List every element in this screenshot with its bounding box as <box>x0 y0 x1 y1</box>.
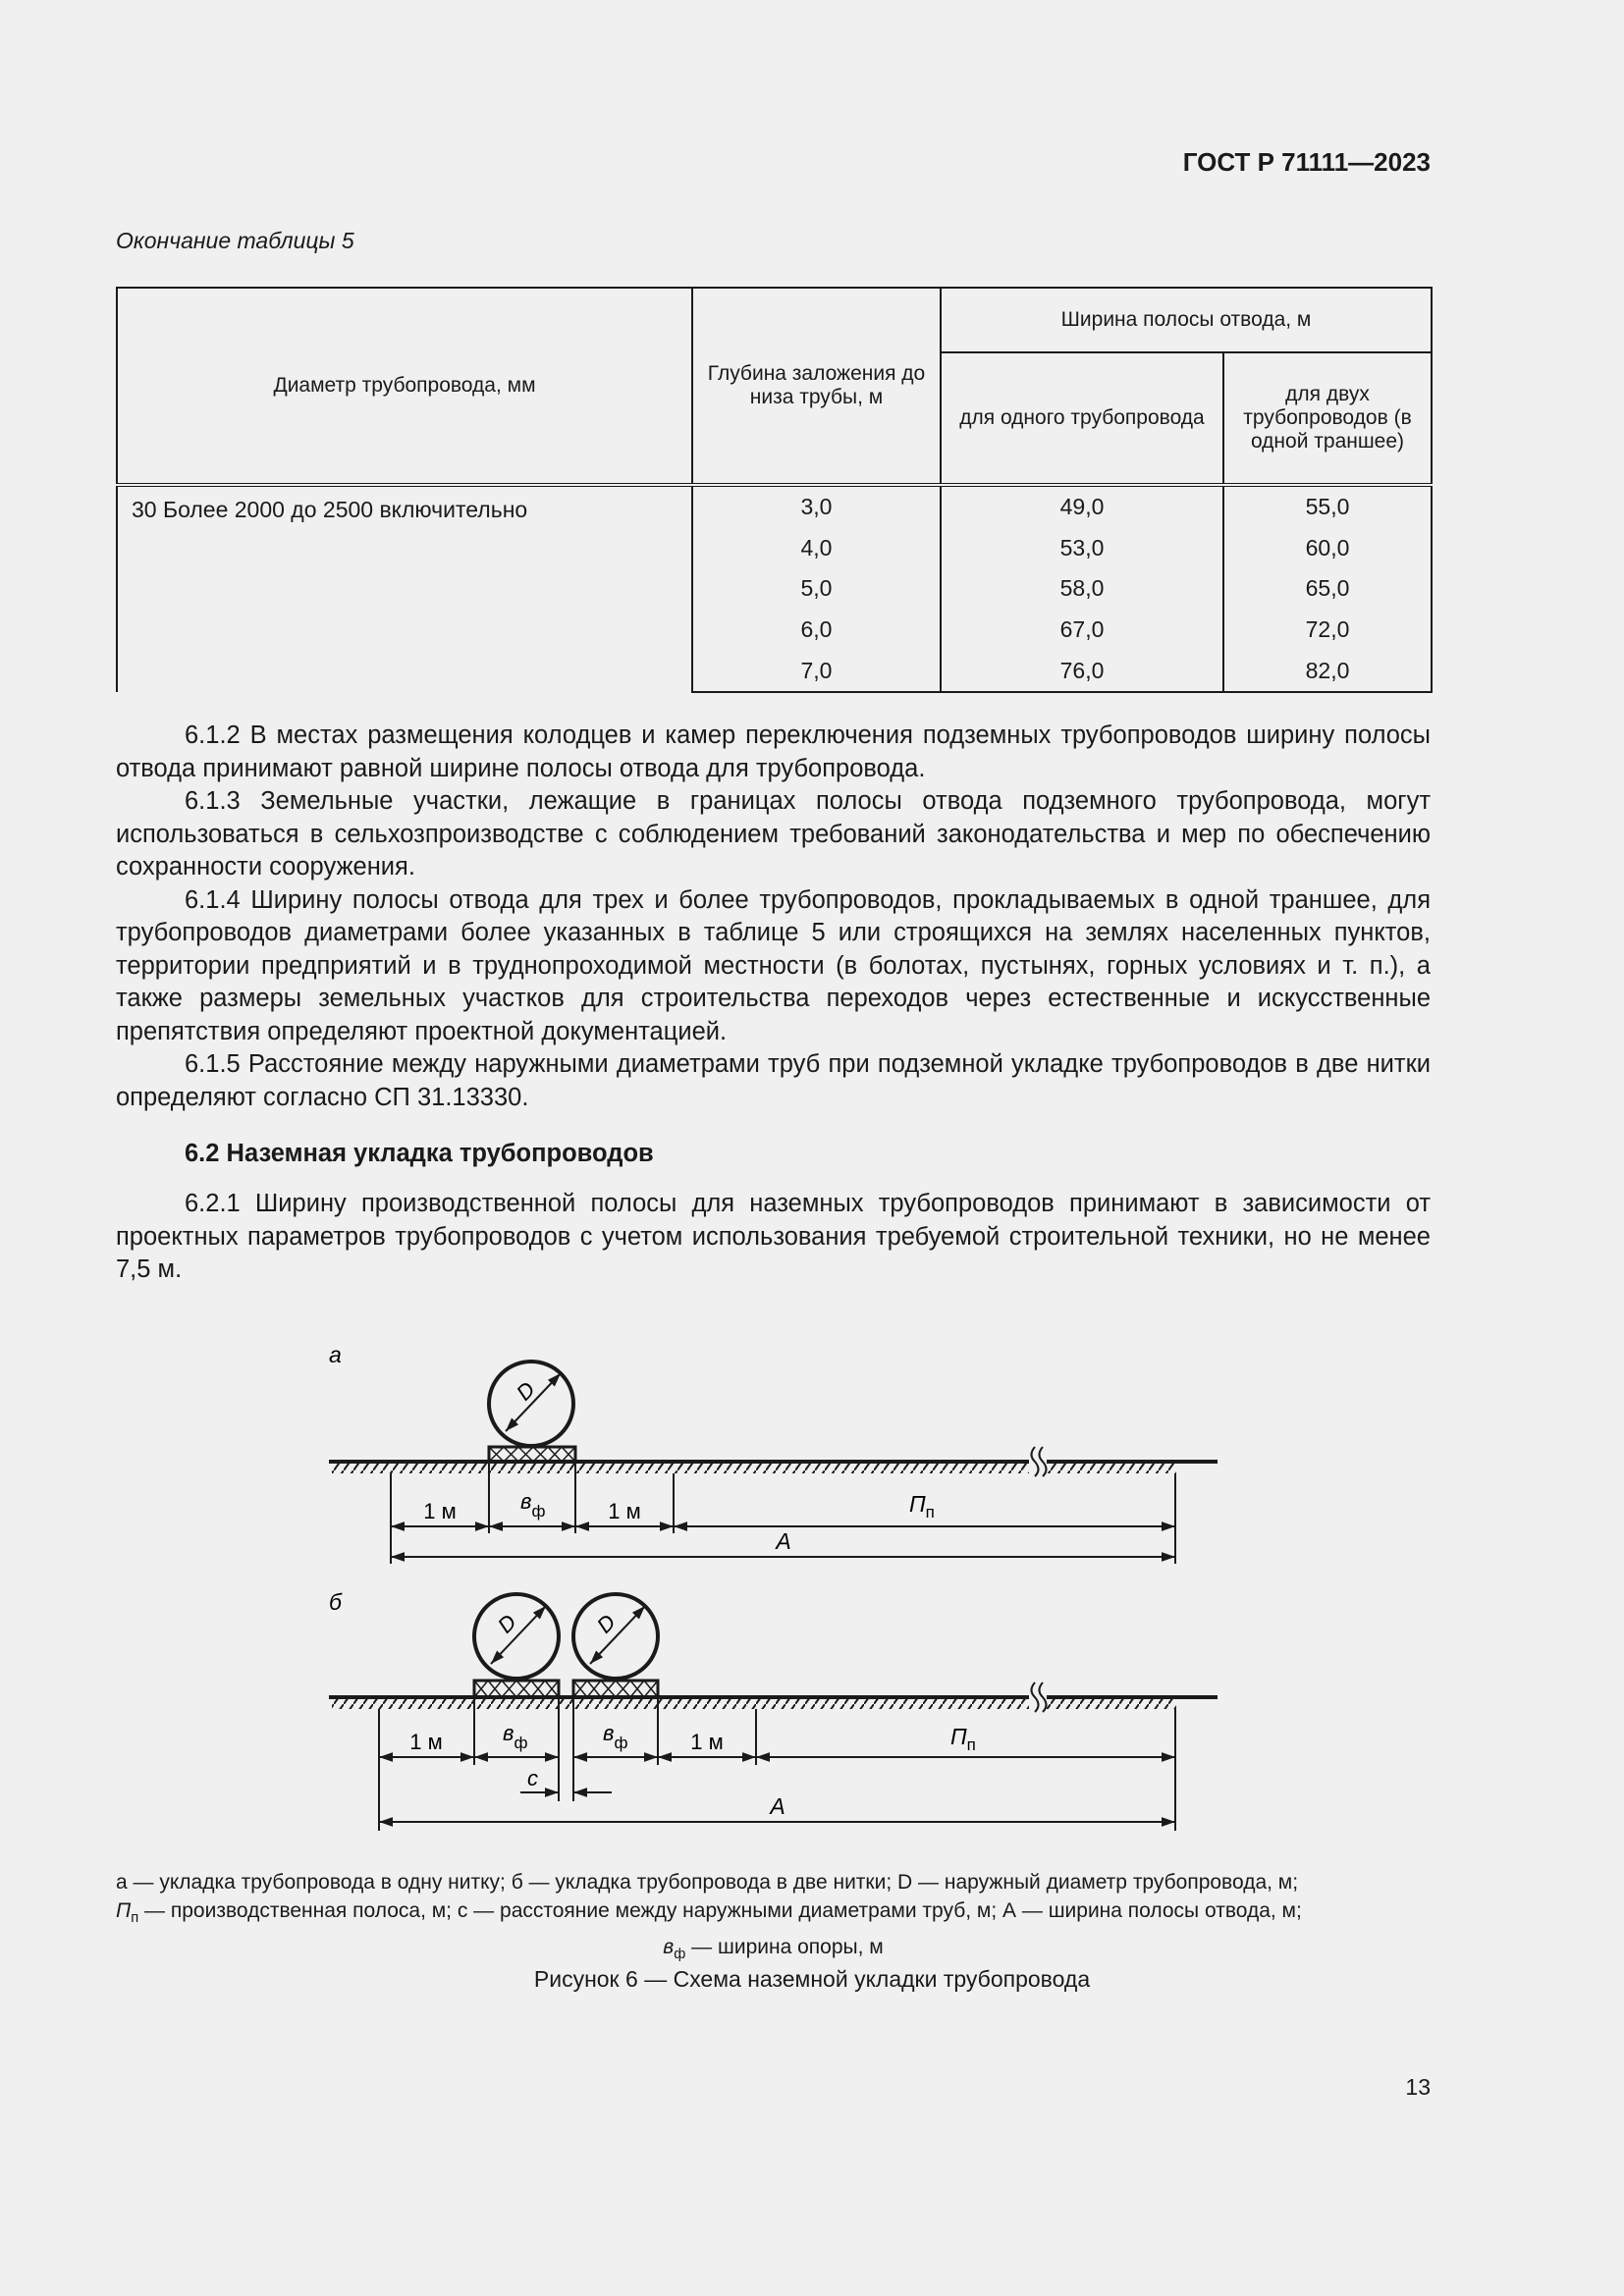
header-diameter: Диаметр трубопровода, мм <box>117 288 692 485</box>
cell-two: 65,0 <box>1223 568 1432 610</box>
figure-title: Рисунок 6 — Схема наземной укладки трубопровода <box>533 1966 1091 1992</box>
legend-line-2: $П_п$ — производственная полоса, м; с — расстояние между наружными диаметрами труб, м; А — ширина полосы отвода, м; <box>116 1899 1302 1927</box>
label-bf-b2: $в_ф$ <box>603 1721 628 1752</box>
label-d-b1: D <box>492 1609 521 1638</box>
label-1m: 1 м <box>423 1499 457 1523</box>
paragraph-6-1-3: 6.1.3 Земельные участки, лежащие в границах полосы отвода подземного трубопровода, могут использоваться в сельхозпроизводстве с соблюдением требований законодательства и мер по обеспечению сохранности сооружения. <box>116 787 1431 881</box>
label-bf-b1: $в_ф$ <box>503 1721 528 1752</box>
cell-one: 53,0 <box>941 528 1223 569</box>
label-c: с <box>527 1766 538 1790</box>
label-1m: 1 м <box>608 1499 641 1523</box>
header-two-pipes: для двух трубопроводов (в одной траншее) <box>1223 352 1432 485</box>
support-b2 <box>573 1681 658 1697</box>
label-1m: 1 м <box>409 1730 443 1754</box>
paragraph-6-1-5: 6.1.5 Расстояние между наружными диаметрами труб при подземной укладке трубопроводов в две нитки определяют согласно СП 31.13330. <box>116 1050 1431 1111</box>
support-b1 <box>474 1681 559 1697</box>
section-title: 6.2 Наземная укладка трубопроводов <box>185 1140 654 1167</box>
cell-two: 72,0 <box>1223 610 1432 651</box>
label-bf-a: $в_ф$ <box>520 1489 546 1521</box>
table-row <box>117 485 1432 528</box>
legend-line-3: $в_ф$ — ширина опоры, м <box>663 1936 884 1963</box>
label-d-a: D <box>511 1376 540 1406</box>
label-d-b2: D <box>591 1609 621 1638</box>
paragraph-6-2-1-wrap <box>116 1188 1431 1287</box>
support-hatch-b1 <box>474 1681 559 1697</box>
standard-header: ГОСТ Р 71111—2023 <box>1182 147 1431 177</box>
cell-one: 67,0 <box>941 610 1223 651</box>
cell-depth: 4,0 <box>692 528 941 569</box>
diameter-arrow-a <box>506 1373 561 1431</box>
support-hatch-b2 <box>573 1681 658 1697</box>
header-one-pipe: для одного трубопровода <box>941 352 1223 485</box>
label-A-b: А <box>770 1793 785 1819</box>
paragraph-6-1-4: 6.1.4 Ширину полосы отвода для трех и более трубопроводов, прокладываемых в одной траншее, для трубопроводов диаметрами более указанных в таблице 5 или строящихся на землях населенных пунктов, территории предприятий и в труднопроходимой местности (в болотах, пустынях, горных условиях и т. п.), а также размеры земельных участков для строительства переходов через естественные и искусственные препятствия определяют проектной документацией. <box>116 885 1431 1045</box>
cell-depth: 6,0 <box>692 610 941 651</box>
table-caption: Окончание таблицы 5 <box>116 228 354 253</box>
label-1m: 1 м <box>690 1730 724 1754</box>
cell-two: 82,0 <box>1223 650 1432 692</box>
figure-6-diagram <box>0 1315 1624 1845</box>
row-label: 30 Более 2000 до 2500 включительно <box>117 485 692 692</box>
cell-depth: 7,0 <box>692 650 941 692</box>
label-pp-b: $П_п$ <box>950 1724 976 1754</box>
cell-one: 76,0 <box>941 650 1223 692</box>
header-depth: Глубина заложения до низа трубы, м <box>692 288 941 485</box>
support-hatch-a <box>489 1447 575 1462</box>
cell-one: 58,0 <box>941 568 1223 610</box>
table-5 <box>116 287 1433 693</box>
cell-one: 49,0 <box>941 485 1223 528</box>
cell-two: 55,0 <box>1223 485 1432 528</box>
page-number: 13 <box>1405 2074 1431 2100</box>
paragraphs-6-1 <box>116 720 1431 1114</box>
paragraph-6-1-2: 6.1.2 В местах размещения колодцев и камер переключения подземных трубопроводов ширину полосы отвода принимают равной ширине полосы отвода для трубопровода. <box>116 721 1431 782</box>
label-a: а <box>329 1342 342 1367</box>
legend-line-1: а — укладка трубопровода в одну нитку; б — укладка трубопровода в две нитки; D — наружный диаметр трубопровода, м; <box>116 1871 1299 1894</box>
paragraph-6-2-1: 6.2.1 Ширину производственной полосы для наземных трубопроводов принимают в зависимости от проектных параметров трубопроводов с учетом использования требуемой строительной техники, но не менее 7,5 м. <box>116 1190 1431 1283</box>
label-A-a: А <box>776 1528 791 1554</box>
label-b: б <box>329 1589 342 1615</box>
cell-two: 60,0 <box>1223 528 1432 569</box>
cell-depth: 5,0 <box>692 568 941 610</box>
header-width-group: Ширина полосы отвода, м <box>941 288 1432 352</box>
label-pp-a: $П_п$ <box>909 1491 935 1522</box>
cell-depth: 3,0 <box>692 485 941 528</box>
figure-legend <box>116 1868 1431 1969</box>
